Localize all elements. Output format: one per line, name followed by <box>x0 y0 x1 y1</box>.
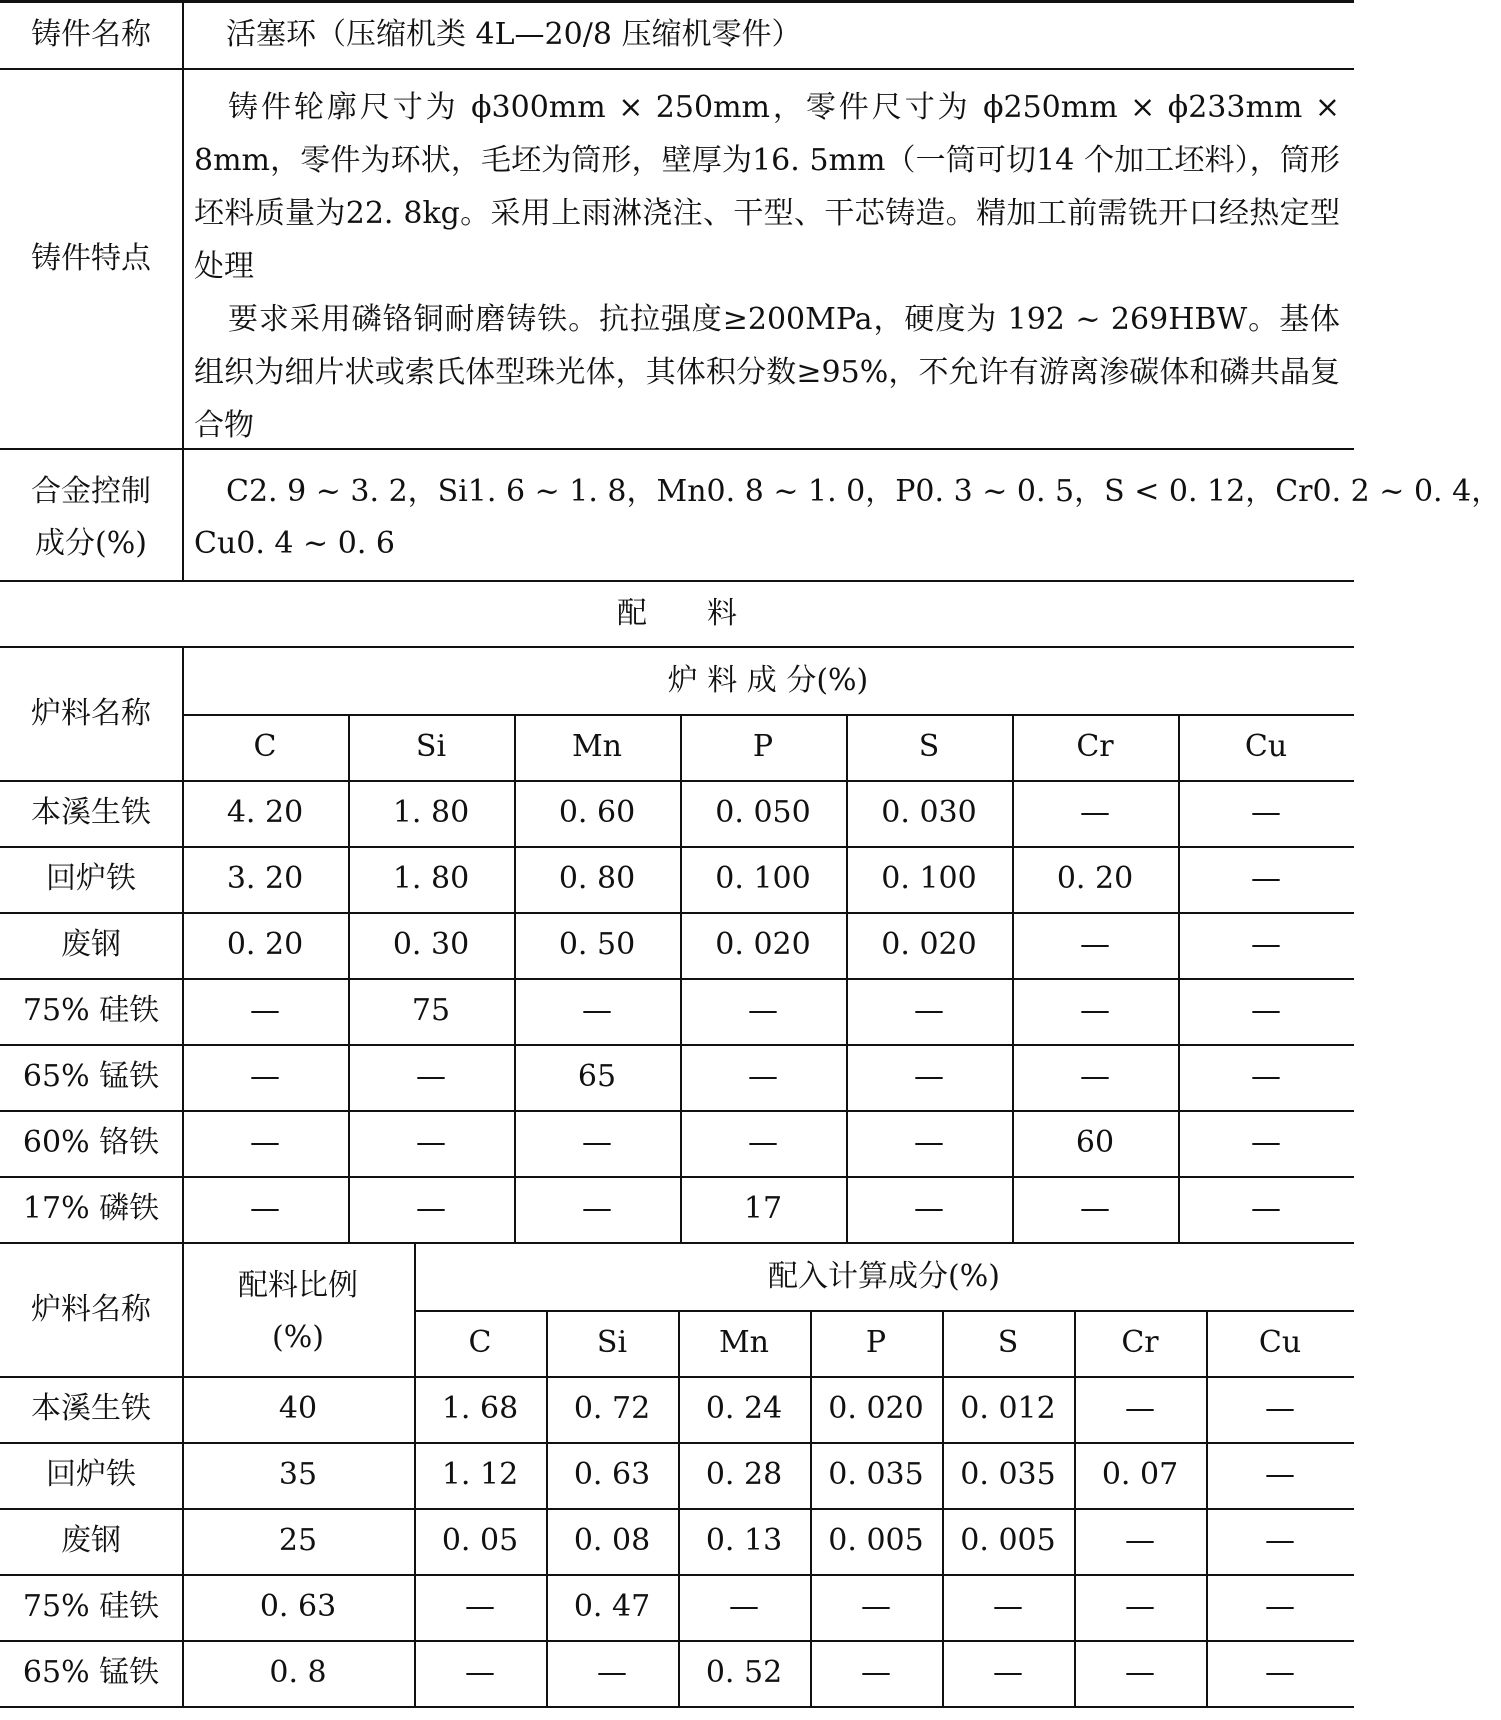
table2-cell: — <box>993 1589 1023 1624</box>
table2-ratio-header: 配料比例 <box>238 1268 358 1303</box>
table2-ratio-cell: 35 <box>278 1457 318 1492</box>
table2-cell: 0. 72 <box>573 1391 651 1426</box>
table-rule <box>1012 714 1014 1242</box>
table2-cell: 0. 52 <box>705 1655 783 1690</box>
table2-row-name: 回炉铁 <box>46 1457 136 1492</box>
alloy-label-line2: 成分(%) <box>35 526 147 561</box>
table2-name-header: 炉料名称 <box>31 1292 151 1327</box>
table2-cell: 0. 035 <box>960 1457 1056 1492</box>
table1-column-header: C <box>253 729 277 764</box>
table2-cell: 0. 035 <box>828 1457 924 1492</box>
table1-row-name: 17% 磷铁 <box>22 1191 160 1226</box>
table2-cell: — <box>465 1589 495 1624</box>
table-rule <box>810 1310 812 1706</box>
table1-cell: — <box>416 1191 446 1226</box>
table-rule <box>514 714 516 1242</box>
table1-cell: — <box>250 1191 280 1226</box>
table2-ratio-cell: 25 <box>278 1523 318 1558</box>
table2-cell: 0. 28 <box>705 1457 783 1492</box>
table-rule <box>846 714 848 1242</box>
table1-cell: 0. 100 <box>715 861 811 896</box>
table1-cell: 0. 80 <box>558 861 636 896</box>
table1-cell: — <box>914 1191 944 1226</box>
table-rule <box>546 1310 548 1706</box>
table1-cell: — <box>748 1125 778 1160</box>
table2-cell: — <box>861 1589 891 1624</box>
table1-cell: 60 <box>1075 1125 1115 1160</box>
table2-cell: — <box>1265 1457 1295 1492</box>
table1-cell: — <box>416 1059 446 1094</box>
table-rule <box>1206 1310 1208 1706</box>
table2-ratio-cell: 0. 8 <box>269 1655 327 1690</box>
table1-column-header: Cr <box>1076 729 1114 764</box>
table-rule <box>182 1244 184 1706</box>
table1-cell: — <box>914 1125 944 1160</box>
table-rule <box>414 1244 416 1706</box>
table1-name-header: 炉料名称 <box>31 696 151 731</box>
table1-cell: — <box>1080 927 1110 962</box>
table1-cell: — <box>250 1125 280 1160</box>
table2-cell: — <box>1125 1523 1155 1558</box>
table1-cell: — <box>1251 795 1281 830</box>
table1-cell: — <box>250 993 280 1028</box>
table2-cell: 0. 005 <box>828 1523 924 1558</box>
table1-cell: 0. 020 <box>881 927 977 962</box>
table1-column-header: Si <box>415 729 447 764</box>
table2-cell: — <box>1265 1523 1295 1558</box>
table1-cell: — <box>1080 1059 1110 1094</box>
table1-column-header: P <box>752 729 774 764</box>
table1-cell: 0. 60 <box>558 795 636 830</box>
table-rule <box>1074 1310 1076 1706</box>
table1-cell: — <box>748 1059 778 1094</box>
table2-cell: 0. 05 <box>441 1523 519 1558</box>
table-rule <box>680 714 682 1242</box>
table2-cell: 0. 012 <box>960 1391 1056 1426</box>
table2-cell: — <box>465 1655 495 1690</box>
table-rule <box>942 1310 944 1706</box>
table1-cell: — <box>1251 927 1281 962</box>
table2-cell: 0. 63 <box>573 1457 651 1492</box>
table1-cell: 0. 030 <box>881 795 977 830</box>
casting-name-label: 铸件名称 <box>31 17 151 52</box>
table2-row-name: 75% 硅铁 <box>22 1589 160 1624</box>
features-label: 铸件特点 <box>31 241 151 276</box>
table1-row-name: 75% 硅铁 <box>22 993 160 1028</box>
section-title: 配 料 <box>617 596 737 631</box>
table1-cell: — <box>416 1125 446 1160</box>
table2-cell: 0. 24 <box>705 1391 783 1426</box>
table2-cell: 0. 020 <box>828 1391 924 1426</box>
table2-cell: — <box>861 1655 891 1690</box>
table-rule <box>678 1310 680 1706</box>
table1-cell: — <box>582 993 612 1028</box>
table1-cell: 4. 20 <box>226 795 304 830</box>
alloy-composition-line2: Cu0. 4 ~ 0. 6 <box>194 526 395 561</box>
table2-cell: 0. 005 <box>960 1523 1056 1558</box>
alloy-composition-line1: C2. 9 ~ 3. 2，Si1. 6 ~ 1. 8，Mn0. 8 ~ 1. 0，P0. 3 ~ 0. 5，S < 0. 12，Cr0. 2 ~ 0. 4， <box>226 474 1501 509</box>
table1-cell: 0. 20 <box>226 927 304 962</box>
table1-cell: — <box>1080 993 1110 1028</box>
table1-row-name: 废钢 <box>61 927 121 962</box>
table1-cell: — <box>582 1191 612 1226</box>
table1-row-name: 65% 锰铁 <box>22 1059 160 1094</box>
table2-column-header: S <box>997 1325 1019 1360</box>
table1-cell: — <box>250 1059 280 1094</box>
table2-ratio-unit: (%) <box>272 1320 324 1355</box>
table1-cell: 0. 050 <box>715 795 811 830</box>
table2-cell: — <box>1125 1655 1155 1690</box>
table1-column-header: Cu <box>1244 729 1288 764</box>
table2-cell: 0. 07 <box>1101 1457 1179 1492</box>
features-paragraph-1: 铸件轮廓尺寸为 ϕ300mm × 250mm，零件尺寸为 ϕ250mm × ϕ233mm × 8mm，零件为环状，毛坯为筒形，壁厚为16. 5mm（一筒可切14 个加工坯料），筒形坯料质量为22. 8kg。采用上雨淋浇注、干型、干芯铸造。精加工前需铣开口经热定型处理 <box>194 90 1340 284</box>
table1-cell: 0. 020 <box>715 927 811 962</box>
table2-cell: — <box>993 1655 1023 1690</box>
table1-cell: 1. 80 <box>392 795 470 830</box>
table2-column-header: Cr <box>1121 1325 1159 1360</box>
table1-row-name: 本溪生铁 <box>31 795 151 830</box>
table1-cell: — <box>1080 1191 1110 1226</box>
table-rule <box>0 1706 1354 1708</box>
table1-cell: 3. 20 <box>226 861 304 896</box>
table2-cell: — <box>597 1655 627 1690</box>
table2-row-name: 废钢 <box>61 1523 121 1558</box>
table1-cell: 0. 100 <box>881 861 977 896</box>
table1-cell: 0. 50 <box>558 927 636 962</box>
table1-cell: — <box>914 1059 944 1094</box>
table2-cell: 0. 47 <box>573 1589 651 1624</box>
alloy-label-line1: 合金控制 <box>31 474 151 509</box>
table1-cell: — <box>1251 1125 1281 1160</box>
table-rule <box>414 1310 1354 1312</box>
table2-group-header: 配入计算成分(%) <box>768 1259 1000 1294</box>
features-paragraph-2: 要求采用磷铬铜耐磨铸铁。抗拉强度≥200MPa，硬度为 192 ~ 269HBW。基体组织为细片状或索氏体型珠光体，其体积分数≥95%，不允许有游离渗碳体和磷共晶复合物 <box>194 302 1340 443</box>
table2-column-header: Mn <box>718 1325 770 1360</box>
table1-cell: 0. 30 <box>392 927 470 962</box>
table2-cell: 0. 08 <box>573 1523 651 1558</box>
table1-cell: — <box>1080 795 1110 830</box>
table1-cell: — <box>1251 861 1281 896</box>
table2-row-name: 本溪生铁 <box>31 1391 151 1426</box>
table2-column-header: P <box>865 1325 887 1360</box>
table2-column-header: C <box>468 1325 492 1360</box>
table1-cell: 1. 80 <box>392 861 470 896</box>
table2-cell: — <box>1265 1589 1295 1624</box>
table2-ratio-cell: 0. 63 <box>259 1589 337 1624</box>
table1-cell: — <box>1251 1191 1281 1226</box>
table2-column-header: Cu <box>1258 1325 1302 1360</box>
table2-row-name: 65% 锰铁 <box>22 1655 160 1690</box>
table2-column-header: Si <box>596 1325 628 1360</box>
table2-cell: — <box>729 1589 759 1624</box>
table-rule <box>1178 714 1180 1242</box>
table2-cell: 1. 68 <box>441 1391 519 1426</box>
table1-column-header: S <box>918 729 940 764</box>
table2-ratio-cell: 40 <box>278 1391 318 1426</box>
table2-cell: — <box>1125 1391 1155 1426</box>
table2-cell: — <box>1125 1589 1155 1624</box>
table1-column-header: Mn <box>571 729 623 764</box>
table1-cell: — <box>914 993 944 1028</box>
table1-cell: 65 <box>577 1059 617 1094</box>
table1-cell: 0. 20 <box>1056 861 1134 896</box>
table1-cell: — <box>1251 993 1281 1028</box>
table1-group-header: 炉 料 成 分(%) <box>667 663 869 698</box>
table2-cell: 0. 13 <box>705 1523 783 1558</box>
table-rule <box>182 648 184 1242</box>
casting-name-value: 活塞环（压缩机类 4L—20/8 压缩机零件） <box>226 17 802 52</box>
table1-cell: 17 <box>743 1191 783 1226</box>
table-rule <box>348 714 350 1242</box>
table1-row-name: 60% 铬铁 <box>22 1125 160 1160</box>
table2-cell: — <box>1265 1391 1295 1426</box>
table2-cell: 1. 12 <box>441 1457 519 1492</box>
table1-cell: — <box>1251 1059 1281 1094</box>
table1-row-name: 回炉铁 <box>46 861 136 896</box>
table1-cell: — <box>748 993 778 1028</box>
table2-cell: — <box>1265 1655 1295 1690</box>
table1-cell: 75 <box>411 993 451 1028</box>
table1-cell: — <box>582 1125 612 1160</box>
